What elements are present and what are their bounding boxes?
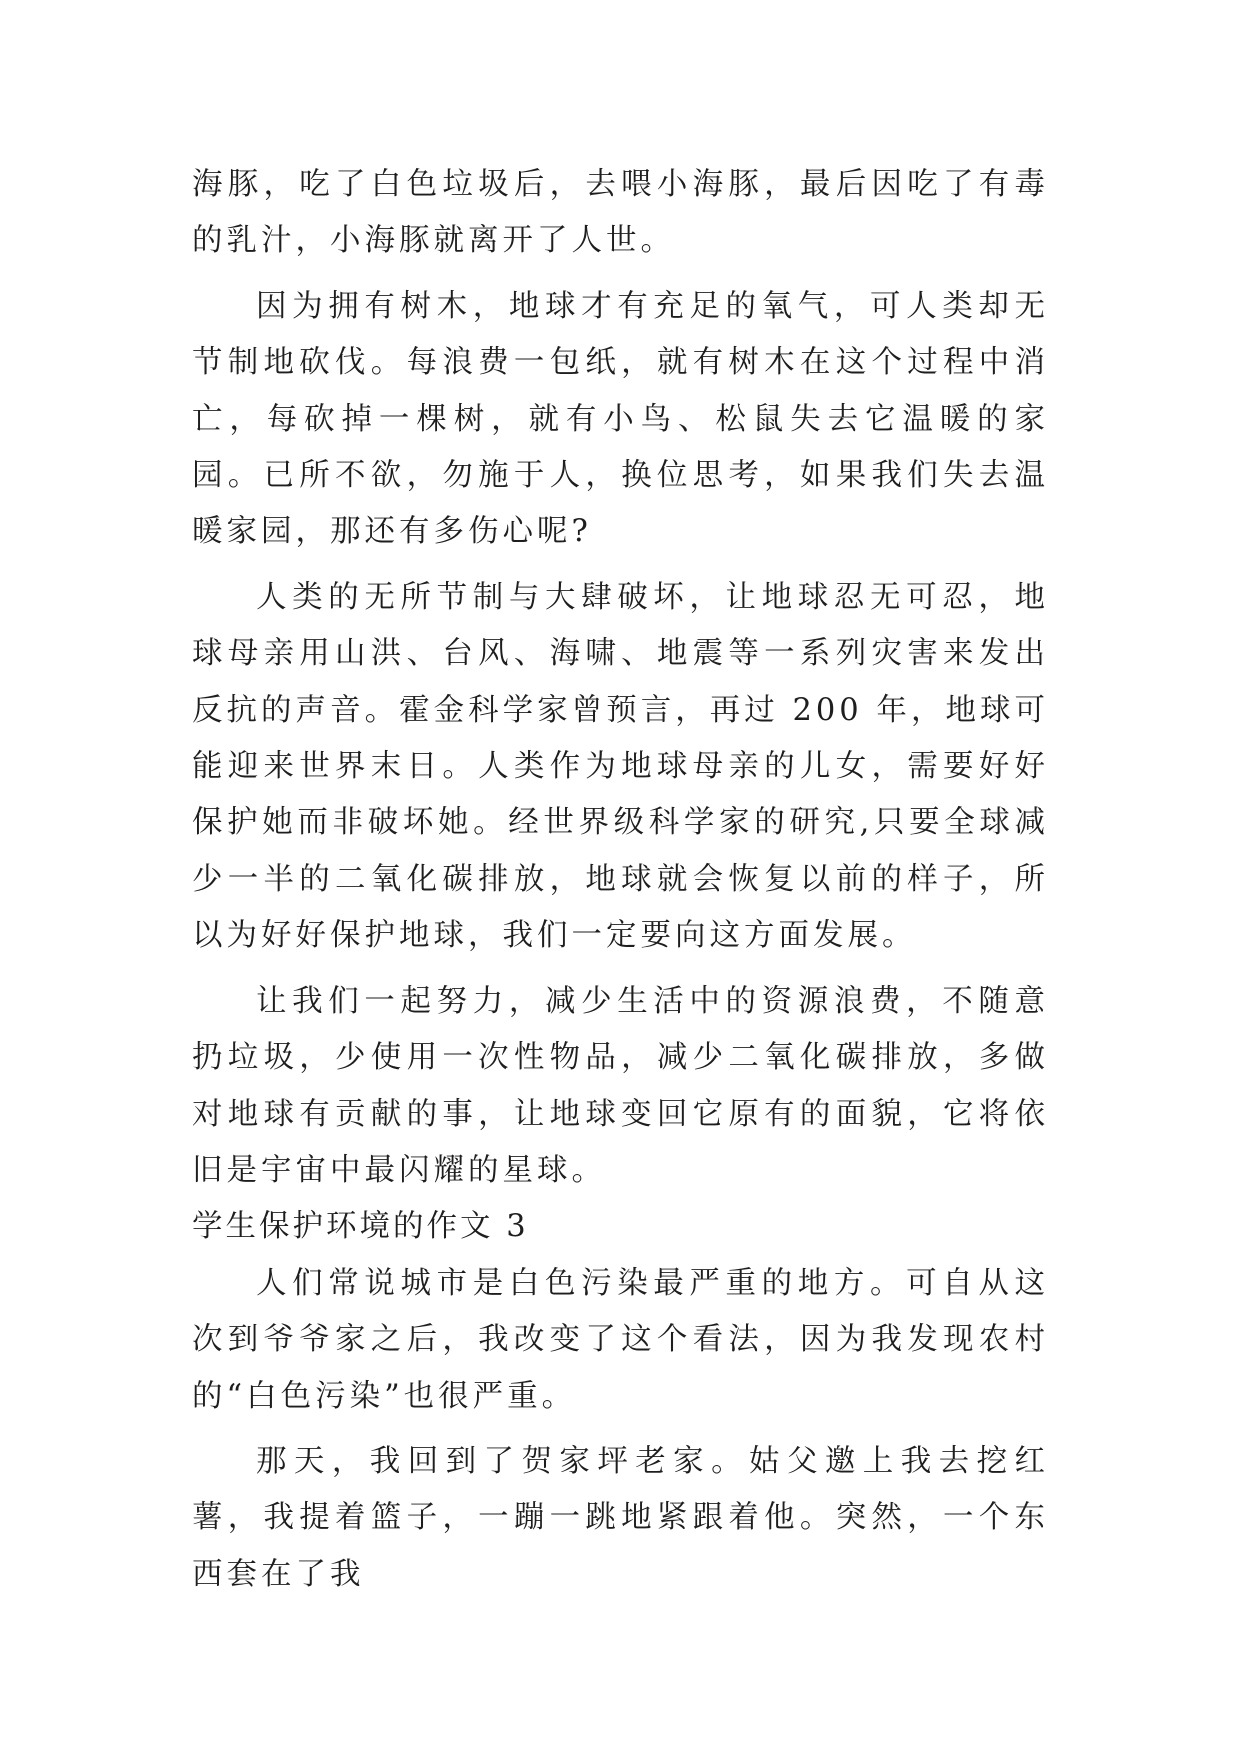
paragraph-1: 海豚，吃了白色垃圾后，去喂小海豚，最后因吃了有毒的乳汁，小海豚就离开了人世。 (192, 167, 1049, 259)
section-paragraph-2: 那天，我回到了贺家坪老家。姑父邀上我去挖红薯，我提着篮子，一蹦一跳地紧跟着他。突然，一个东西套在了我 (192, 1443, 1049, 1592)
paragraph-4: 让我们一起努力，减少生活中的资源浪费，不随意扔垃圾，少使用一次性物品，减少二氧化碳排放，多做对地球有贡献的事，让地球变回它原有的面貌，它将依旧是宇宙中最闪耀的星球。 (192, 983, 1049, 1188)
section-heading: 学生保护环境的作文 3 (192, 1209, 529, 1245)
section-paragraph-1: 人们常说城市是白色污染最严重的地方。可自从这次到爷爷家之后，我改变了这个看法，因为我发现农村的“白色污染”也很严重。 (192, 1265, 1049, 1414)
document-body (192, 157, 1049, 1603)
paragraph-3: 人类的无所节制与大肆破坏，让地球忍无可忍，地球母亲用山洪、台风、海啸、地震等一系列灾害来发出反抗的声音。霍金科学家曾预言，再过 200 年，地球可能迎来世界末日。人类作为地球母亲的儿女，需要好好保护她而非破坏她。经世界级科学家的研究,只要全球减少一半的二氧化碳排放，地球就会恢复以前的样子，所以为好好保护地球，我们一定要向这方面发展。 (192, 579, 1049, 954)
paragraph-2: 因为拥有树木，地球才有充足的氧气，可人类却无节制地砍伐。每浪费一包纸，就有树木在这个过程中消亡，每砍掉一棵树，就有小鸟、松鼠失去它温暖的家园。已所不欲，勿施于人，换位思考，如果我们失去温暖家园，那还有多伤心呢? (192, 288, 1049, 550)
